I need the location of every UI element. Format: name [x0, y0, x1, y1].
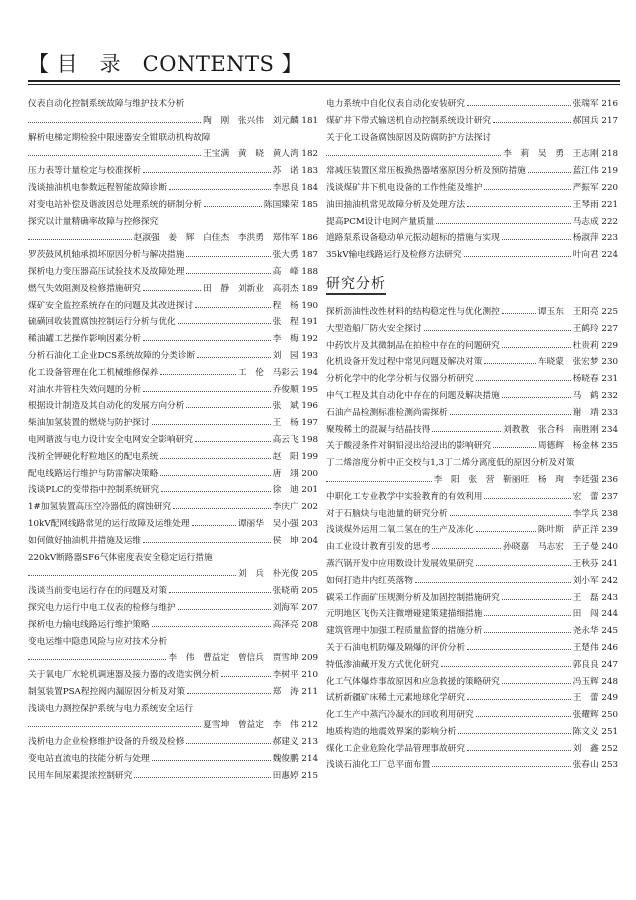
entry-title: 浅谈PLC的变带指中控制系统研究 [28, 485, 160, 496]
toc-entry-authors[interactable] [28, 566, 318, 583]
entry-authors-page: 李庆广 202 [272, 502, 318, 513]
entry-authors-page: 李 梅 192 [272, 334, 318, 345]
toc-entry[interactable] [326, 197, 618, 214]
entry-title: 关于酸浸条件对铜铅浸出给浸出的影响研究 [326, 441, 492, 452]
entry-authors-page: 冯玉辉 248 [572, 676, 618, 687]
entry-title: 稀油罐工艺操作影响因素分析 [28, 334, 141, 345]
entry-title: 试析新疆矿床稀土元素地球化学研究 [326, 693, 465, 704]
entry-title: 10kV配网线路常见的运行故障及运维处理 [28, 518, 190, 529]
dot-leader [187, 686, 271, 694]
dot-leader [134, 770, 270, 778]
dot-leader [467, 692, 571, 700]
entry-title: 电力系统中自化仪表自动化安装研究 [326, 99, 465, 109]
toc-entry[interactable] [326, 304, 618, 321]
toc-entry-authors[interactable] [326, 472, 618, 489]
toc-entry[interactable] [326, 214, 618, 231]
dot-leader [502, 676, 571, 684]
toc-entry[interactable] [326, 489, 618, 506]
dot-leader [143, 535, 271, 543]
entry-authors-page: 张 程 191 [272, 317, 318, 328]
entry-title: 关于石油电机防爆及隔爆的评价分析 [326, 642, 465, 653]
entry-authors-page: 张春山 253 [572, 760, 618, 771]
entry-title: 分析石油化工企业DCS系统故障的分类诊断 [28, 350, 196, 361]
entry-authors-page: 李学兵 238 [572, 508, 618, 519]
dot-leader [152, 417, 271, 425]
dot-leader [186, 736, 270, 744]
toc-entry[interactable] [326, 539, 618, 556]
entry-authors-page: 严振军 220 [572, 182, 618, 193]
entry-authors-page: 蓝江伟 219 [572, 166, 618, 177]
toc-entry-authors[interactable] [28, 650, 318, 667]
toc-entry[interactable] [326, 180, 618, 197]
toc-entry[interactable] [326, 230, 618, 247]
entry-authors-page: 李 莉 吴 勇 王志刚 218 [503, 149, 618, 160]
entry-title: 碳采工作面矿压规测分析及加固控制措施研究 [326, 592, 500, 603]
entry-title: 特低渗油藏开发方式优化研究 [326, 659, 439, 670]
toc-entry[interactable] [28, 482, 318, 499]
entry-authors-page: 乔俊顺 195 [272, 384, 318, 395]
entry-authors-page: 王宝满 黄 晓 黄人湾 182 [203, 149, 318, 160]
entry-title: 柴油加氢装置的燃烧与防护探讨 [28, 418, 150, 429]
entry-authors-page: 李 伟 曹益定 曾信兵 贾雪坤 209 [168, 653, 318, 664]
entry-authors-page: 刘 鑫 252 [572, 743, 618, 754]
entry-title: 浅谈电力测控保护系统与电力系统安全运行 [28, 703, 194, 714]
toc-entry[interactable] [28, 432, 318, 449]
entry-title: 煤矿井下带式输送机自动控制系统设计研究 [326, 115, 492, 126]
dot-leader [143, 283, 201, 291]
dot-leader [186, 266, 270, 274]
entry-authors-page: 陈叶斯 萨正洋 239 [537, 525, 618, 536]
entry-title: 制氢装置PSA程控阀内漏原因分析及对策 [28, 686, 186, 697]
dot-leader [432, 759, 570, 767]
toc-entry[interactable] [326, 405, 618, 422]
entry-authors-page: 夏雪坤 曾益定 李 伟 212 [203, 720, 318, 731]
entry-authors-page: 刘教教 张合科 南胜刚 234 [503, 424, 618, 435]
entry-authors-page: 杨晓春 231 [572, 374, 618, 385]
dot-leader [28, 115, 201, 123]
entry-title: 根据设计制造及其自动化的发展方向分析 [28, 401, 185, 412]
entry-title: 对变电站补偿及谐波因总处理系统的研制分析 [28, 199, 202, 210]
entry-title: 石油产品检测标准检测尚需探析 [326, 407, 448, 418]
entry-authors-page: 杨淑萍 223 [572, 233, 618, 244]
dot-leader [502, 232, 571, 240]
entry-title: 关于化工设备腐蚀原因及防腐防护方法探讨 [326, 132, 492, 143]
toc-entry[interactable] [326, 522, 618, 539]
entry-authors-page: 陶 刚 张兴伟 刘元麟 181 [203, 115, 318, 126]
dot-leader [450, 407, 571, 415]
toc-entry-authors[interactable] [28, 146, 318, 163]
entry-title: 煤矿安全监控系统存在的问题及其改进探讨 [28, 300, 194, 311]
entry-title: 中职化工专业教学中实验教育的有效利用 [326, 491, 483, 502]
toc-entry[interactable] [28, 247, 318, 264]
dot-leader [424, 323, 571, 331]
toc-entry[interactable] [28, 768, 318, 785]
toc-entry[interactable] [28, 365, 318, 382]
entry-authors-page: 徐 迪 201 [272, 485, 318, 496]
entry-title: 硫磺回收装置腐蚀控制运行分析与优化 [28, 317, 176, 328]
toc-entry[interactable] [28, 281, 318, 298]
entry-authors-page: 王 磊 243 [572, 592, 618, 603]
entry-title: 仪表自动化控制系统故障与维护技术分析 [28, 99, 185, 109]
toc-entry[interactable] [28, 751, 318, 768]
toc-entry[interactable] [28, 684, 318, 701]
entry-title: 化工生产中蒸汽冷凝水的回收利用研究 [326, 710, 474, 721]
toc-entry[interactable] [326, 757, 618, 774]
toc-entry[interactable] [326, 422, 618, 439]
entry-authors-page: 刘小军 242 [572, 575, 618, 586]
entry-title: 丁二烯溶度分析中正交校与1,3丁二烯分离度低的原因分析及对策 [326, 458, 575, 469]
entry-title: 由工业设计教育引发的思考 [326, 542, 431, 553]
header-rule-thin [28, 84, 620, 85]
entry-title: 化机设备开发过程中常见问题及解决对策 [326, 357, 483, 368]
toc-entry-title[interactable] [28, 96, 318, 113]
toc-entry[interactable] [28, 516, 318, 533]
toc-entry[interactable] [28, 583, 318, 600]
toc-entry[interactable] [326, 438, 618, 455]
dot-leader [441, 659, 571, 667]
entry-title: 电网谐波与电力设计安全电网安全影响研究 [28, 434, 194, 445]
entry-title: 1#加氢装置高压空冷器低的腐蚀研究 [28, 502, 172, 513]
dot-leader [221, 669, 270, 677]
dot-leader [436, 216, 570, 224]
dot-leader [186, 249, 270, 257]
entry-title: 中药饮片及其微制品在拍检中存在的问题研究 [326, 340, 500, 351]
dot-leader [204, 199, 262, 207]
entry-title: 浅谈石油化工厂总平面布置 [326, 760, 431, 771]
dot-leader [152, 753, 271, 761]
dot-leader [169, 182, 271, 190]
toc-entry[interactable] [326, 371, 618, 388]
entry-title: 如何做好抽油机井措施及运维 [28, 535, 141, 546]
entry-title: 提高PCM设计电网产量质量 [326, 216, 435, 227]
entry-authors-page: 郭良良 247 [572, 659, 618, 670]
entry-title: 地质构造的地震效界案的影响分析 [326, 726, 457, 737]
toc-entry[interactable] [28, 314, 318, 331]
toc-entry-title[interactable] [28, 634, 318, 651]
entry-authors-page: 李 阳 张 营 靳丽旺 杨 珣 李廷强 236 [433, 474, 618, 485]
section-heading-text: 研究分析 [326, 276, 386, 295]
entry-authors-page: 李思良 184 [272, 182, 318, 193]
entry-authors-page: 张大勇 187 [272, 250, 318, 261]
entry-title: 探析电力变压器高压试验技术及故障处理 [28, 266, 185, 277]
toc-entry[interactable] [28, 382, 318, 399]
dot-leader [195, 434, 271, 442]
dot-leader [476, 373, 571, 381]
entry-authors-page: 高泽亮 208 [272, 619, 318, 630]
dot-leader [502, 340, 571, 348]
header-rule [28, 80, 620, 82]
entry-title: 油田抽油机常见故障分析及处理方法 [326, 199, 465, 210]
toc-entry-authors[interactable] [28, 113, 318, 130]
dot-leader [326, 474, 432, 482]
dot-leader [161, 484, 270, 492]
entry-title: 浅谈抽油机电参数远程智能故障诊断 [28, 182, 167, 193]
dot-leader [458, 726, 570, 734]
entry-title: 聚羧稀土的混凝与结晶技得 [326, 424, 431, 435]
entry-authors-page: 叶向君 224 [572, 250, 618, 261]
entry-title: 探究电力运行中电工仪表的检修与维护 [28, 602, 176, 613]
toc-entry-title[interactable] [28, 214, 318, 231]
toc-entry-title[interactable] [28, 701, 318, 718]
entry-authors-page: 王 蕾 249 [572, 693, 618, 704]
entry-authors-page: 王 杨 197 [272, 418, 318, 429]
dot-leader [467, 98, 571, 106]
entry-title: 化工设备管理在化工机械维修保养 [28, 367, 159, 378]
toc-entry[interactable] [28, 264, 318, 281]
entry-authors-page: 赵 阳 199 [272, 451, 318, 462]
entry-authors-page: 马 鹤 232 [572, 390, 618, 401]
toc-entry[interactable] [326, 96, 618, 113]
dot-leader [467, 642, 571, 650]
entry-title: 煤化工企业危险化学品管理事故研究 [326, 743, 465, 754]
toc-entry[interactable] [326, 573, 618, 590]
toc-entry[interactable] [28, 667, 318, 684]
entry-authors-page: 魏俊鹏 214 [272, 754, 318, 765]
entry-authors-page: 田惠婷 215 [272, 770, 318, 781]
dot-leader [493, 115, 571, 123]
entry-title: 探究以计量精确率故障与控修探究 [28, 216, 159, 227]
toc-entry[interactable] [326, 623, 618, 640]
entry-authors-page: 马志成 222 [572, 216, 618, 227]
toc-entry[interactable] [28, 449, 318, 466]
toc-entry[interactable] [326, 707, 618, 724]
toc-entry[interactable] [326, 674, 618, 691]
dot-leader [28, 232, 132, 240]
toc-entry[interactable] [28, 348, 318, 365]
dot-leader [450, 508, 571, 516]
dot-leader [152, 619, 271, 627]
entry-authors-page: 谭丽华 吴小强 203 [237, 518, 318, 529]
toc-entry[interactable] [28, 180, 318, 197]
dot-leader [467, 743, 571, 751]
toc-entry[interactable] [326, 321, 618, 338]
dot-leader [502, 306, 536, 314]
entry-authors-page: 周德辉 杨金林 235 [537, 441, 618, 452]
entry-title: 浅谈当前变电运行存在的问题及对策 [28, 586, 167, 597]
toc-entry-title[interactable] [326, 130, 618, 147]
entry-title: 关于氧电厂水轮机调速器及接力器的改造实例分析 [28, 670, 220, 681]
toc-entry-authors[interactable] [28, 717, 318, 734]
entry-authors-page: 工 伦 马彩云 194 [237, 367, 318, 378]
toc-entry[interactable] [28, 331, 318, 348]
entry-authors-page: 王琴雨 221 [572, 199, 618, 210]
toc-entry[interactable] [326, 724, 618, 741]
entry-title: 常减压装置区常压板换热器堵塞原因分析及预防措施 [326, 166, 526, 177]
entry-authors-page: 田 静 刘新业 高羽杰 189 [203, 283, 318, 294]
entry-authors-page: 赵淑强 姜 辉 白佳杰 李洪勇 郑伟军 186 [133, 233, 318, 244]
toc-entry[interactable] [28, 533, 318, 550]
entry-authors-page: 李树平 210 [272, 670, 318, 681]
dot-leader [197, 350, 270, 358]
toc-entry[interactable] [28, 734, 318, 751]
dot-leader [28, 148, 201, 156]
toc-entry[interactable] [28, 298, 318, 315]
entry-authors-page: 陈国臻荣 185 [263, 199, 318, 210]
dot-leader [484, 356, 535, 364]
entry-authors-page: 车晓蒙 张宏梦 230 [537, 357, 618, 368]
dot-leader [432, 541, 501, 549]
toc-entry[interactable] [326, 606, 618, 623]
entry-authors-page: 刘 兵 朴光俊 205 [237, 569, 318, 580]
entry-authors-page: 杜贵莉 229 [572, 340, 618, 351]
dot-leader [476, 558, 571, 566]
toc-entry-title[interactable] [326, 455, 618, 472]
dot-leader [476, 524, 536, 532]
dot-leader [186, 400, 270, 408]
dot-leader [484, 182, 570, 190]
dot-leader [502, 592, 571, 600]
toc-entry-authors[interactable] [28, 230, 318, 247]
toc-entry[interactable] [28, 617, 318, 634]
entry-title: 燃气失效阻测及检修措施研究 [28, 283, 141, 294]
entry-authors-page: 刘海军 207 [272, 602, 318, 613]
dot-leader [464, 249, 571, 257]
toc-entry[interactable] [28, 197, 318, 214]
entry-title: 变电运维中隐患风险与应对技术分析 [28, 636, 167, 647]
right-column [326, 96, 618, 774]
entry-title: 元明地区飞伤关注微增碰建策建描细措施 [326, 609, 483, 620]
entry-title: 对于石脑炔与电池量的研究分析 [326, 508, 448, 519]
entry-authors-page: 郑 涛 211 [272, 686, 318, 697]
dot-leader [178, 602, 271, 610]
entry-authors-page: 田 闯 244 [572, 609, 618, 620]
entry-title: 道路泵系设备稳动单元振动超标的措施与实现 [326, 233, 500, 244]
toc-entry[interactable] [326, 690, 618, 707]
dot-leader [160, 468, 270, 476]
entry-title: 民用车间尿素提浓控制研究 [28, 770, 133, 781]
entry-title: 申气工程及其自动化中存在的问题及解决措施 [326, 390, 500, 401]
entry-title: 分析化学中的化学分析与仪器分析研究 [326, 374, 474, 385]
entry-authors-page: 张晓萌 205 [272, 586, 318, 597]
toc-entry[interactable] [326, 741, 618, 758]
entry-authors-page: 陈文义 251 [572, 726, 618, 737]
toc-entry[interactable] [326, 556, 618, 573]
entry-authors-page: 程 杨 190 [272, 300, 318, 311]
entry-authors-page: 郝建义 213 [272, 737, 318, 748]
dot-leader [28, 652, 166, 660]
entry-title: 浅谈煤外运用二氧二氢在的生产及冻化 [326, 525, 474, 536]
toc-entry[interactable] [326, 354, 618, 371]
entry-authors-page: 王楚伟 246 [572, 642, 618, 653]
dot-leader [160, 367, 236, 375]
toc-entry[interactable] [28, 466, 318, 483]
entry-authors-page: 谭玉东 王阳亮 225 [537, 306, 618, 317]
dot-leader [143, 384, 271, 392]
toc-entry[interactable] [326, 388, 618, 405]
dot-leader [493, 440, 536, 448]
entry-authors-page: 张 斌 196 [272, 401, 318, 412]
entry-title: 探析沥油性改性材料的结构稳定性与优化测控 [326, 306, 500, 317]
entry-title: 配电线路运行维护与防雷解决策略 [28, 468, 159, 479]
contents-header: 【 目 录 CONTENTS 】 [28, 52, 304, 76]
toc-entry-title[interactable] [28, 550, 318, 567]
dot-leader [528, 165, 571, 173]
toc-entry-title[interactable] [28, 130, 318, 147]
dot-leader [178, 316, 271, 324]
toc-entry[interactable] [28, 600, 318, 617]
toc-entry[interactable] [326, 657, 618, 674]
entry-title: 如何打造井内红英落物 [326, 575, 413, 586]
entry-title: 220kV断路器SF6气体密度表安全稳定运行措施 [28, 552, 213, 563]
entry-title: 解析电梯定期检验中限速器安全钳联动机构故障 [28, 132, 211, 143]
entry-authors-page: 尧永华 245 [572, 626, 618, 637]
dot-leader [160, 451, 270, 459]
dot-leader [432, 424, 501, 432]
toc-entry[interactable] [326, 247, 618, 264]
entry-authors-page: 张耀辉 250 [572, 710, 618, 721]
dot-leader [467, 199, 571, 207]
dot-leader [143, 333, 271, 341]
dot-leader [195, 300, 271, 308]
entry-title: 大型造船厂防火安全探讨 [326, 323, 422, 334]
entry-title: 浅谈煤矿井下机电设备的工作性能及维护 [326, 182, 483, 193]
dot-leader [415, 575, 571, 583]
toc-entry[interactable] [326, 113, 618, 130]
entry-authors-page: 郝国兵 217 [572, 115, 618, 126]
entry-authors-page: 王秋芬 241 [572, 558, 618, 569]
entry-authors-page: 高云飞 198 [272, 434, 318, 445]
toc-entry[interactable] [326, 338, 618, 355]
toc-entry-authors[interactable] [326, 146, 618, 163]
toc-entry[interactable] [326, 163, 618, 180]
left-column [28, 96, 318, 785]
entry-authors-page: 张瑞军 216 [572, 99, 618, 109]
entry-title: 压力表等计量检定与校准探析 [28, 166, 141, 177]
dot-leader [28, 568, 236, 576]
entry-title: 探析电力输电线路运行维护策略 [28, 619, 150, 630]
entry-title: 建筑管理中加强工程质量监督的措施分析 [326, 626, 483, 637]
entry-authors-page: 唐 翊 200 [272, 468, 318, 479]
entry-title: 变电站直流电的技能分析与处理 [28, 754, 150, 765]
dot-leader [28, 719, 201, 727]
entry-authors-page: 王鹤玲 227 [572, 323, 618, 334]
dot-leader [502, 390, 571, 398]
dot-leader [192, 518, 236, 526]
dot-leader [476, 709, 571, 717]
dot-leader [326, 148, 501, 156]
entry-title: 化工气体爆炸事故原因和应急救援的策略研究 [326, 676, 500, 687]
toc-entry[interactable] [326, 640, 618, 657]
toc-entry[interactable] [28, 499, 318, 516]
entry-authors-page: 谢 靖 233 [572, 407, 618, 418]
entry-authors-page: 孙晓嘉 马志宏 王子曼 240 [503, 542, 618, 553]
entry-authors-page: 宏 蕾 237 [572, 491, 618, 502]
entry-authors-page: 刘 园 193 [272, 350, 318, 361]
toc-entry[interactable] [28, 163, 318, 180]
entry-authors-page: 高 峰 188 [272, 266, 318, 277]
entry-title: 浅析电力企业检修维护设备的升级及检修 [28, 737, 185, 748]
entry-title: 罗茨鼓风机轴承损坏原因分析与解决措施 [28, 250, 185, 261]
dot-leader [173, 501, 270, 509]
dot-leader [169, 585, 271, 593]
entry-title: 蒸汽锅开发中应用数设计发展效果研究 [326, 558, 474, 569]
toc-entry[interactable] [28, 398, 318, 415]
entry-title: 对油水井管柱失效问题的分析 [28, 384, 141, 395]
entry-title: 35kV输电线路运行及检修方法研究 [326, 250, 462, 261]
entry-authors-page: 苏 诺 183 [272, 166, 318, 177]
entry-title: 浅析全钾硬化籽粒地区的配电系统 [28, 451, 159, 462]
toc-entry[interactable] [326, 590, 618, 607]
dot-leader [484, 625, 570, 633]
dot-leader [484, 608, 570, 616]
toc-entry[interactable] [28, 415, 318, 432]
dot-leader [143, 165, 271, 173]
section-heading [326, 274, 618, 296]
entry-authors-page: 侯 坤 204 [272, 535, 318, 546]
toc-entry[interactable] [326, 506, 618, 523]
dot-leader [484, 491, 570, 499]
